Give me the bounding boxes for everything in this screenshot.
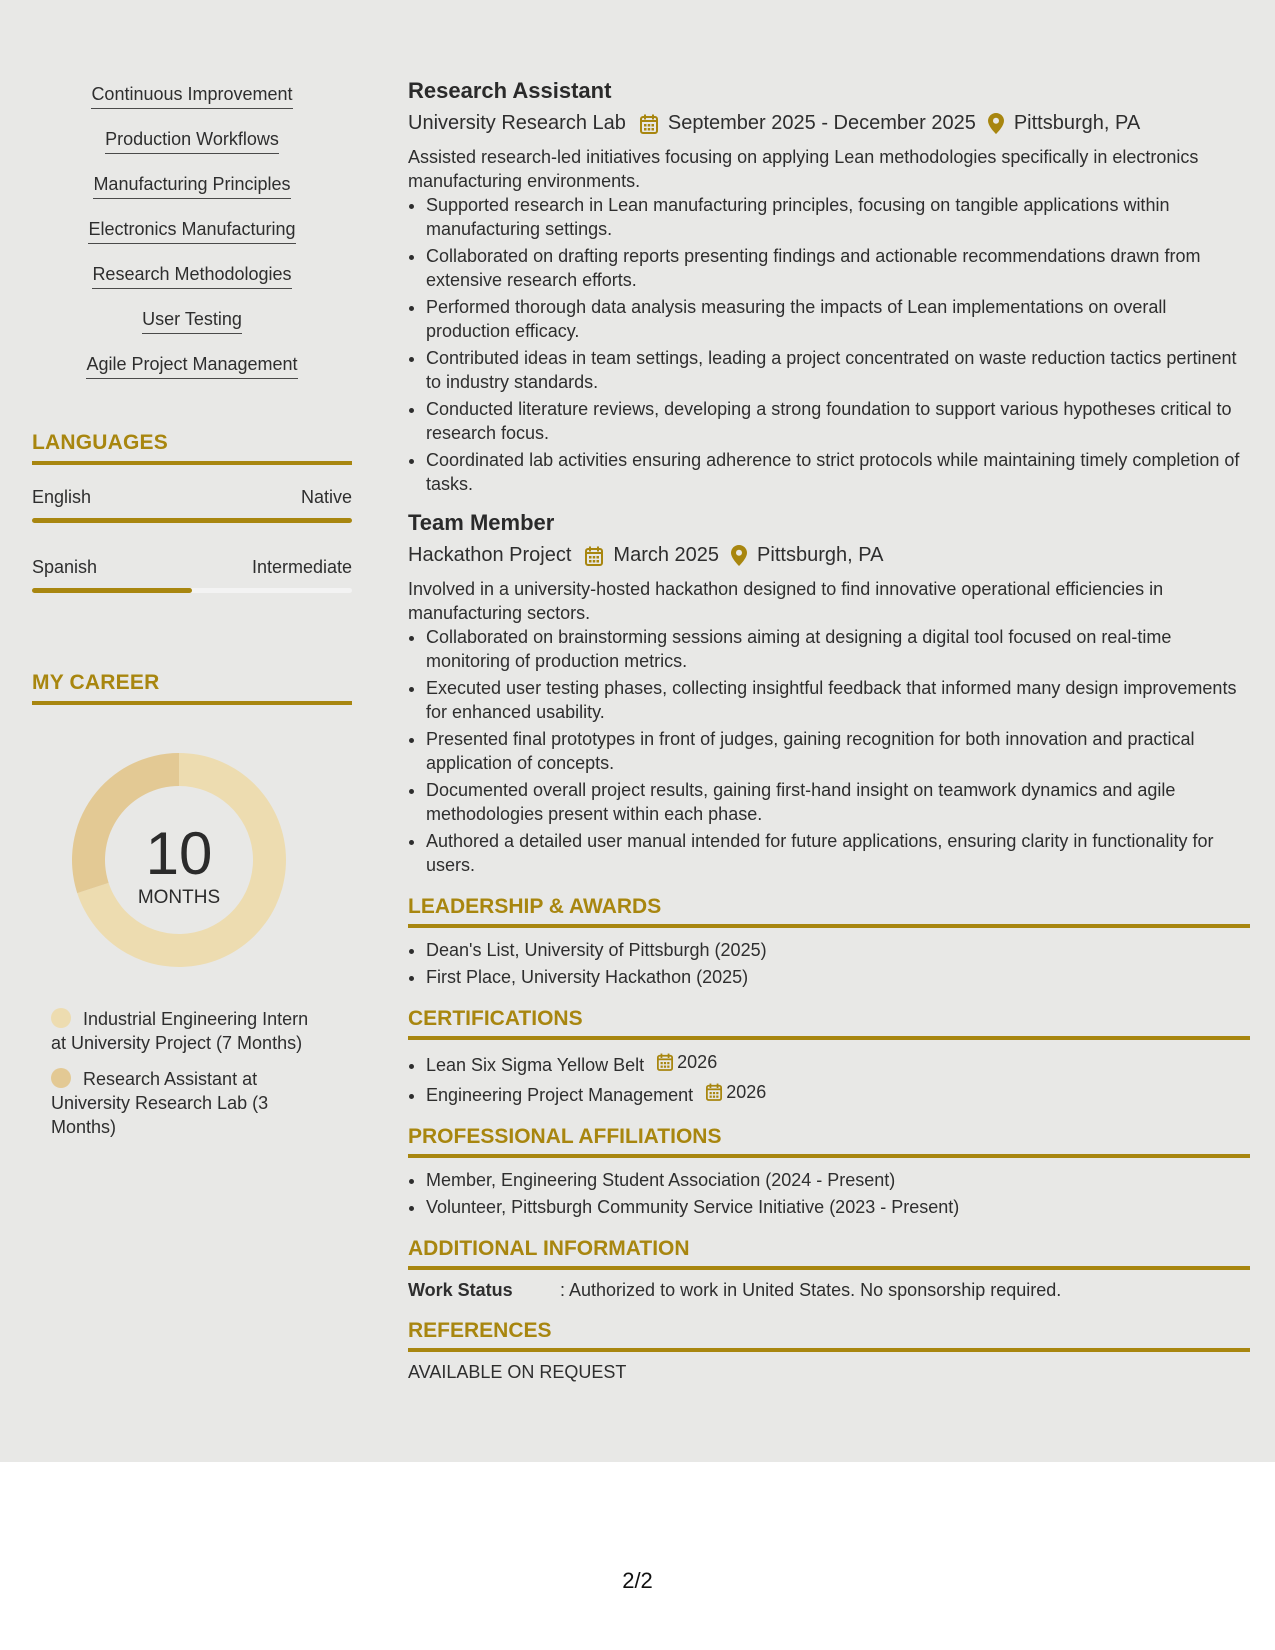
references-text: AVAILABLE ON REQUEST	[408, 1362, 627, 1382]
job-bullet: • Executed user testing phases, collecting insightful feedback that informed many design improvements for enhanced usability.	[426, 676, 1250, 724]
certification-year: 2026	[726, 1082, 767, 1102]
job-bullet: • Authored a detailed user manual intended for future applications, ensuring clarity in functionality for users.	[426, 829, 1250, 877]
affiliation-item: • Member, Engineering Student Association (2024 - Present)	[426, 1168, 1250, 1192]
job-title: Team Member	[408, 510, 555, 535]
job-bullet: • Presented final prototypes in front of judges, gaining recognition for both innovation and practical application of concepts.	[426, 727, 1250, 775]
career-heading: MY CAREER	[32, 671, 352, 705]
languages-heading: LANGUAGES	[32, 431, 352, 465]
skill-item: Continuous Improvement	[91, 84, 292, 109]
award-item: • Dean's List, University of Pittsburgh (2025)	[426, 938, 1250, 962]
additional-info-heading: ADDITIONAL INFORMATION	[408, 1237, 1250, 1270]
location-pin-icon	[988, 113, 1004, 134]
certification-item	[426, 1080, 1250, 1107]
job-bullet: • Conducted literature reviews, developing a strong foundation to support various hypotheses critical to research focus.	[426, 397, 1250, 445]
certifications-list	[408, 1050, 1250, 1107]
job-bullet: • Coordinated lab activities ensuring adherence to strict protocols while maintaining timely completion of tasks.	[426, 448, 1250, 496]
career-total-months: 10	[145, 820, 213, 887]
language-level-bar	[32, 588, 352, 593]
career-legend-label: Industrial Engineering Intern at University Project (7 Months)	[51, 1009, 309, 1053]
affiliations-heading: PROFESSIONAL AFFILIATIONS	[408, 1125, 1250, 1158]
skill-item: Manufacturing Principles	[93, 174, 290, 199]
job-bullets	[408, 625, 1250, 877]
job-location: Pittsburgh, PA	[757, 544, 884, 566]
job-dates: March 2025	[613, 544, 720, 566]
certification-name: Lean Six Sigma Yellow Belt	[426, 1055, 645, 1075]
skill-item: Production Workflows	[105, 129, 279, 154]
career-legend-item	[51, 1007, 321, 1055]
calendar-icon	[640, 114, 658, 134]
language-level: Native	[300, 487, 352, 507]
career-legend	[51, 1007, 352, 1139]
career-donut-chart	[64, 745, 294, 975]
career-legend-label: Research Assistant at University Research Lab (3 Months)	[51, 1069, 269, 1137]
location-pin-icon	[731, 545, 747, 566]
job-bullet: • Performed thorough data analysis measuring the impacts of Lean implementations on overall production efficacy.	[426, 295, 1250, 343]
affiliation-item: • Volunteer, Pittsburgh Community Service Initiative (2023 - Present)	[426, 1195, 1250, 1219]
career-months-label: MONTHS	[137, 887, 221, 908]
language-name: Spanish	[32, 557, 98, 577]
job-bullets	[408, 193, 1250, 496]
affiliations-list	[408, 1168, 1250, 1219]
legend-dot	[51, 1068, 71, 1088]
certifications-heading: CERTIFICATIONS	[408, 1007, 1250, 1040]
job-location: Pittsburgh, PA	[1013, 112, 1141, 134]
language-level-fill	[32, 518, 352, 523]
career-legend-item	[51, 1067, 321, 1139]
skill-item: Agile Project Management	[86, 354, 297, 379]
work-status-label: Work Status	[408, 1280, 513, 1300]
sidebar	[32, 84, 352, 1151]
language-entry	[32, 557, 352, 593]
job-meta	[408, 112, 1250, 135]
experience-entry	[408, 510, 1250, 877]
job-organization: Hackathon Project	[408, 544, 572, 566]
language-level: Intermediate	[251, 557, 352, 577]
job-bullet: • Documented overall project results, gaining first-hand insight on teamwork dynamics and agile methodologies present within each phase.	[426, 778, 1250, 826]
work-status-value: : Authorized to work in United States. No sponsorship required.	[560, 1280, 1062, 1300]
language-level-bar	[32, 518, 352, 523]
certification-item	[426, 1050, 1250, 1077]
references-heading: REFERENCES	[408, 1319, 1250, 1352]
job-dates: September 2025 - December 2025	[667, 112, 976, 134]
skills-list	[32, 84, 352, 399]
page-number: 2/2	[622, 1568, 653, 1593]
legend-dot	[51, 1008, 71, 1028]
certification-year: 2026	[677, 1052, 718, 1072]
award-item: • First Place, University Hackathon (2025)	[426, 965, 1250, 989]
skill-item: User Testing	[142, 309, 242, 334]
job-bullet: • Collaborated on drafting reports presenting findings and actionable recommendations drawn from extensive research efforts.	[426, 244, 1250, 292]
awards-heading: LEADERSHIP & AWARDS	[408, 895, 1250, 928]
language-level-fill	[32, 588, 192, 593]
job-description: Involved in a university-hosted hackathon designed to find innovative operational efficiencies in manufacturing sectors.	[408, 579, 1164, 623]
language-name: English	[32, 487, 92, 507]
skill-item: Research Methodologies	[92, 264, 291, 289]
skill-item: Electronics Manufacturing	[88, 219, 295, 244]
job-meta	[408, 544, 1250, 567]
calendar-icon	[706, 1083, 722, 1101]
language-entry	[32, 487, 352, 523]
job-description: Assisted research-led initiatives focusing on applying Lean methodologies specifically in electronics manufacturing environments.	[408, 147, 1199, 191]
certification-name: Engineering Project Management	[426, 1085, 694, 1105]
calendar-icon	[585, 546, 603, 566]
job-organization: University Research Lab	[408, 112, 626, 134]
job-bullet: • Supported research in Lean manufacturing principles, focusing on tangible applications within manufacturing settings.	[426, 193, 1250, 241]
calendar-icon	[657, 1053, 673, 1071]
experience-entry	[408, 78, 1250, 496]
main-content	[408, 78, 1250, 1383]
job-bullet: • Contributed ideas in team settings, leading a project concentrated on waste reduction tactics pertinent to industry standards.	[426, 346, 1250, 394]
job-title: Research Assistant	[408, 78, 612, 103]
job-bullet: • Collaborated on brainstorming sessions aiming at designing a digital tool focused on real-time monitoring of production metrics.	[426, 625, 1250, 673]
awards-list	[408, 938, 1250, 989]
work-status-row	[408, 1280, 1250, 1301]
